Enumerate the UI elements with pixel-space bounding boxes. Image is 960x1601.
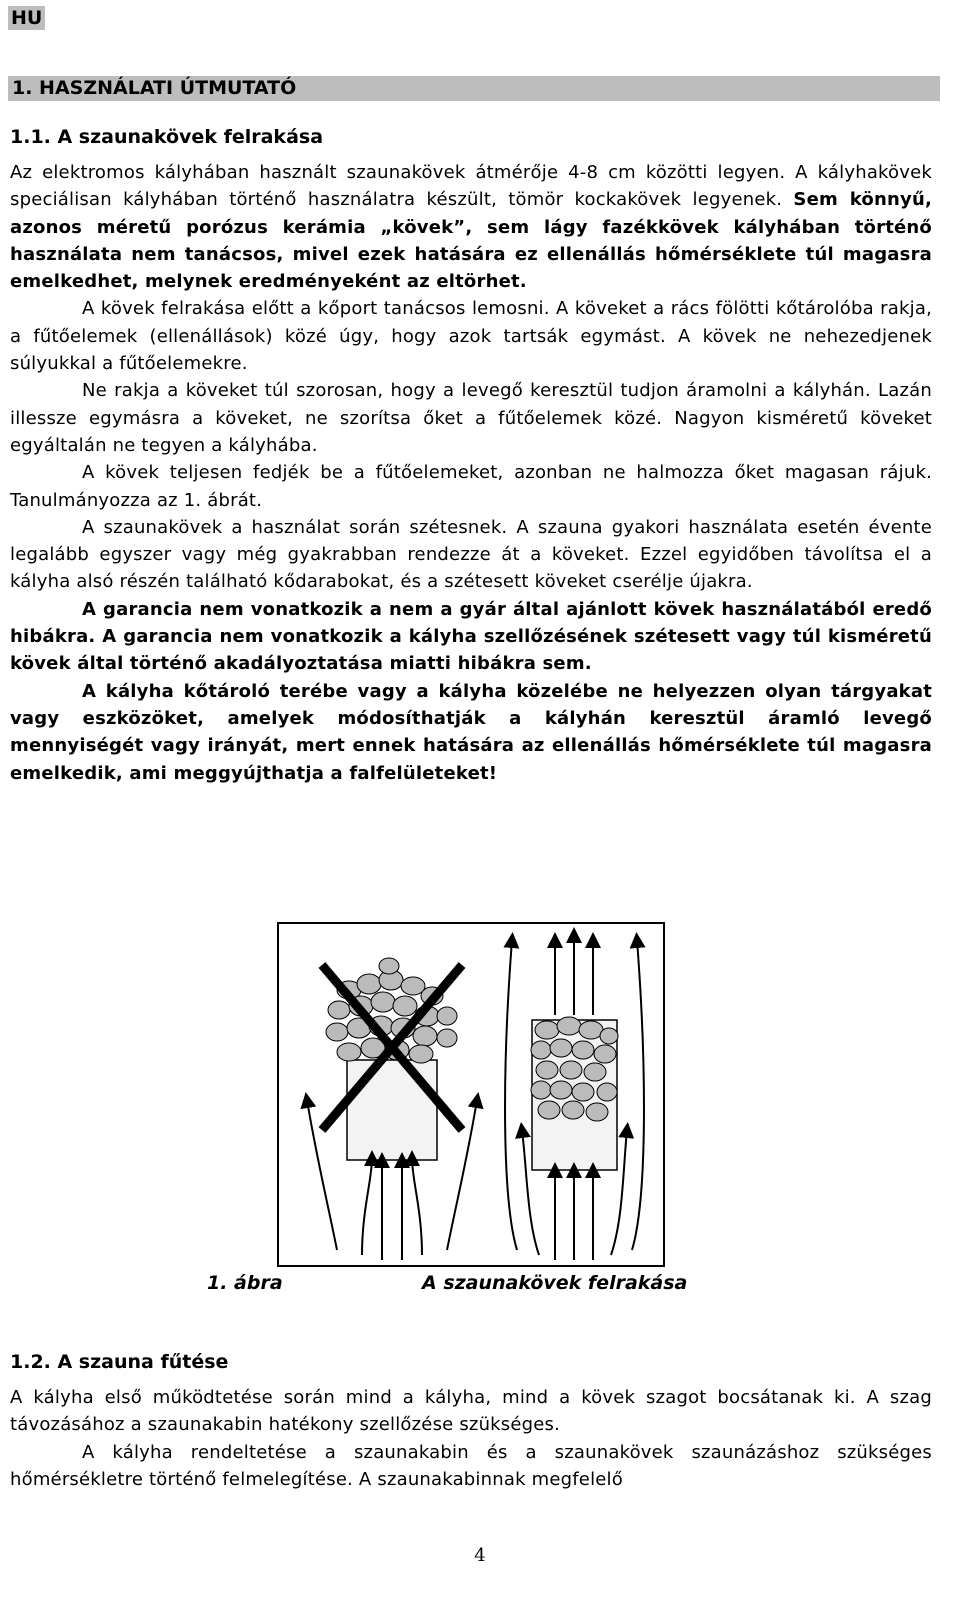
- language-tag: HU: [8, 6, 45, 30]
- paragraph-2: A kövek felrakása előtt a kőport tanácsos lemosni. A köveket a rács fölötti kőtárolóba rakja, a fűtőelemek (ellenállások) közé úgy, hogy azok tartsák egymást. A kövek ne nehezedjenek súlyukkal a fűtőelemekre.: [10, 298, 932, 375]
- paragraph-6-warning: A garancia nem vonatkozik a nem a gyár által ajánlott kövek használatából eredő hibákra. A garancia nem vonatkozik a kályha szellőzésének szétesett vagy túl kisméretű kövek által történő akadályoztatása miatti hibákra sem.: [10, 598, 932, 675]
- paragraph-3: Ne rakja a köveket túl szorosan, hogy a levegő keresztül tudjon áramolni a kályhán. Lazán illessze egymásra a köveket, ne szorítsa őket a fűtőelemek közé. Nagyon kisméretű köveket egyáltalán ne tegyen a kályhába.: [10, 380, 932, 456]
- subsection-1-1-body: [10, 159, 932, 787]
- paragraph-5: A szaunakövek a használat során szétesnek. A szauna gyakori használata esetén évente legalább egyszer vagy még gyakrabban rendezze át a köveket. Ezzel egyidőben távolítsa el a kályha alsó részén található kődarabokat, és a szétesett köveket cserélje újakra.: [10, 516, 932, 593]
- page-number: 4: [474, 1545, 486, 1566]
- subsection-title-1-1: 1.1. A szaunakövek felrakása: [10, 126, 324, 148]
- paragraph-1-normal: Az elektromos kályhában használt szaunakövek átmérője 4-8 cm közötti legyen. A kályhakövek speciálisan kályhában történő használatra készült, tömör kockakövek legyenek.: [10, 162, 932, 211]
- paragraph-heating-2: A kályha rendeltetése a szaunakabin és a szaunakövek szaunázáshoz szükséges hőmérsékletre történő felmelegítése. A szaunakabinnak megfelelő: [10, 1441, 932, 1490]
- figure-number: 1. ábra: [207, 1272, 283, 1294]
- section-title: 1. HASZNÁLATI ÚTMUTATÓ: [8, 76, 940, 101]
- paragraph-1: [10, 159, 932, 295]
- paragraph-4: A kövek teljesen fedjék be a fűtőelemeket, azonban ne halmozza őket magasan rájuk. Tanulmányozza az 1. ábrát.: [10, 462, 932, 511]
- stone-placement-illustration: [277, 920, 667, 1270]
- subsection-1-2-body: [10, 1384, 932, 1493]
- paragraph-heating-1: A kályha első működtetése során mind a kályha, mind a kövek szagot bocsátanak ki. A szag távozásához a szaunakabin hatékony szellőzése szükséges.: [10, 1387, 932, 1436]
- subsection-title-1-2: 1.2. A szauna fűtése: [10, 1351, 229, 1373]
- paragraph-1-bold: Sem könnyű, azonos méretű porózus kerámia „kövek”, sem lágy fazékkövek kályhában történő használata nem tanácsos, mivel ezek hatására ez ellenállás hőmérséklete túl magasra emelkedhet, melynek eredményeként az eltörhet.: [10, 189, 933, 293]
- figure-caption: A szaunakövek felrakása: [422, 1272, 688, 1294]
- paragraph-7-warning: A kályha kőtároló terébe vagy a kályha közelébe ne helyezzen olyan tárgyakat vagy eszközöket, amelyek módosíthatják a kályhán keresztül áramló levegő mennyiségét vagy irányát, mert ennek hatására az ellenállás hőmérséklete túl magasra emelkedik, ami meggyújthatja a falfelületeket!: [10, 680, 932, 784]
